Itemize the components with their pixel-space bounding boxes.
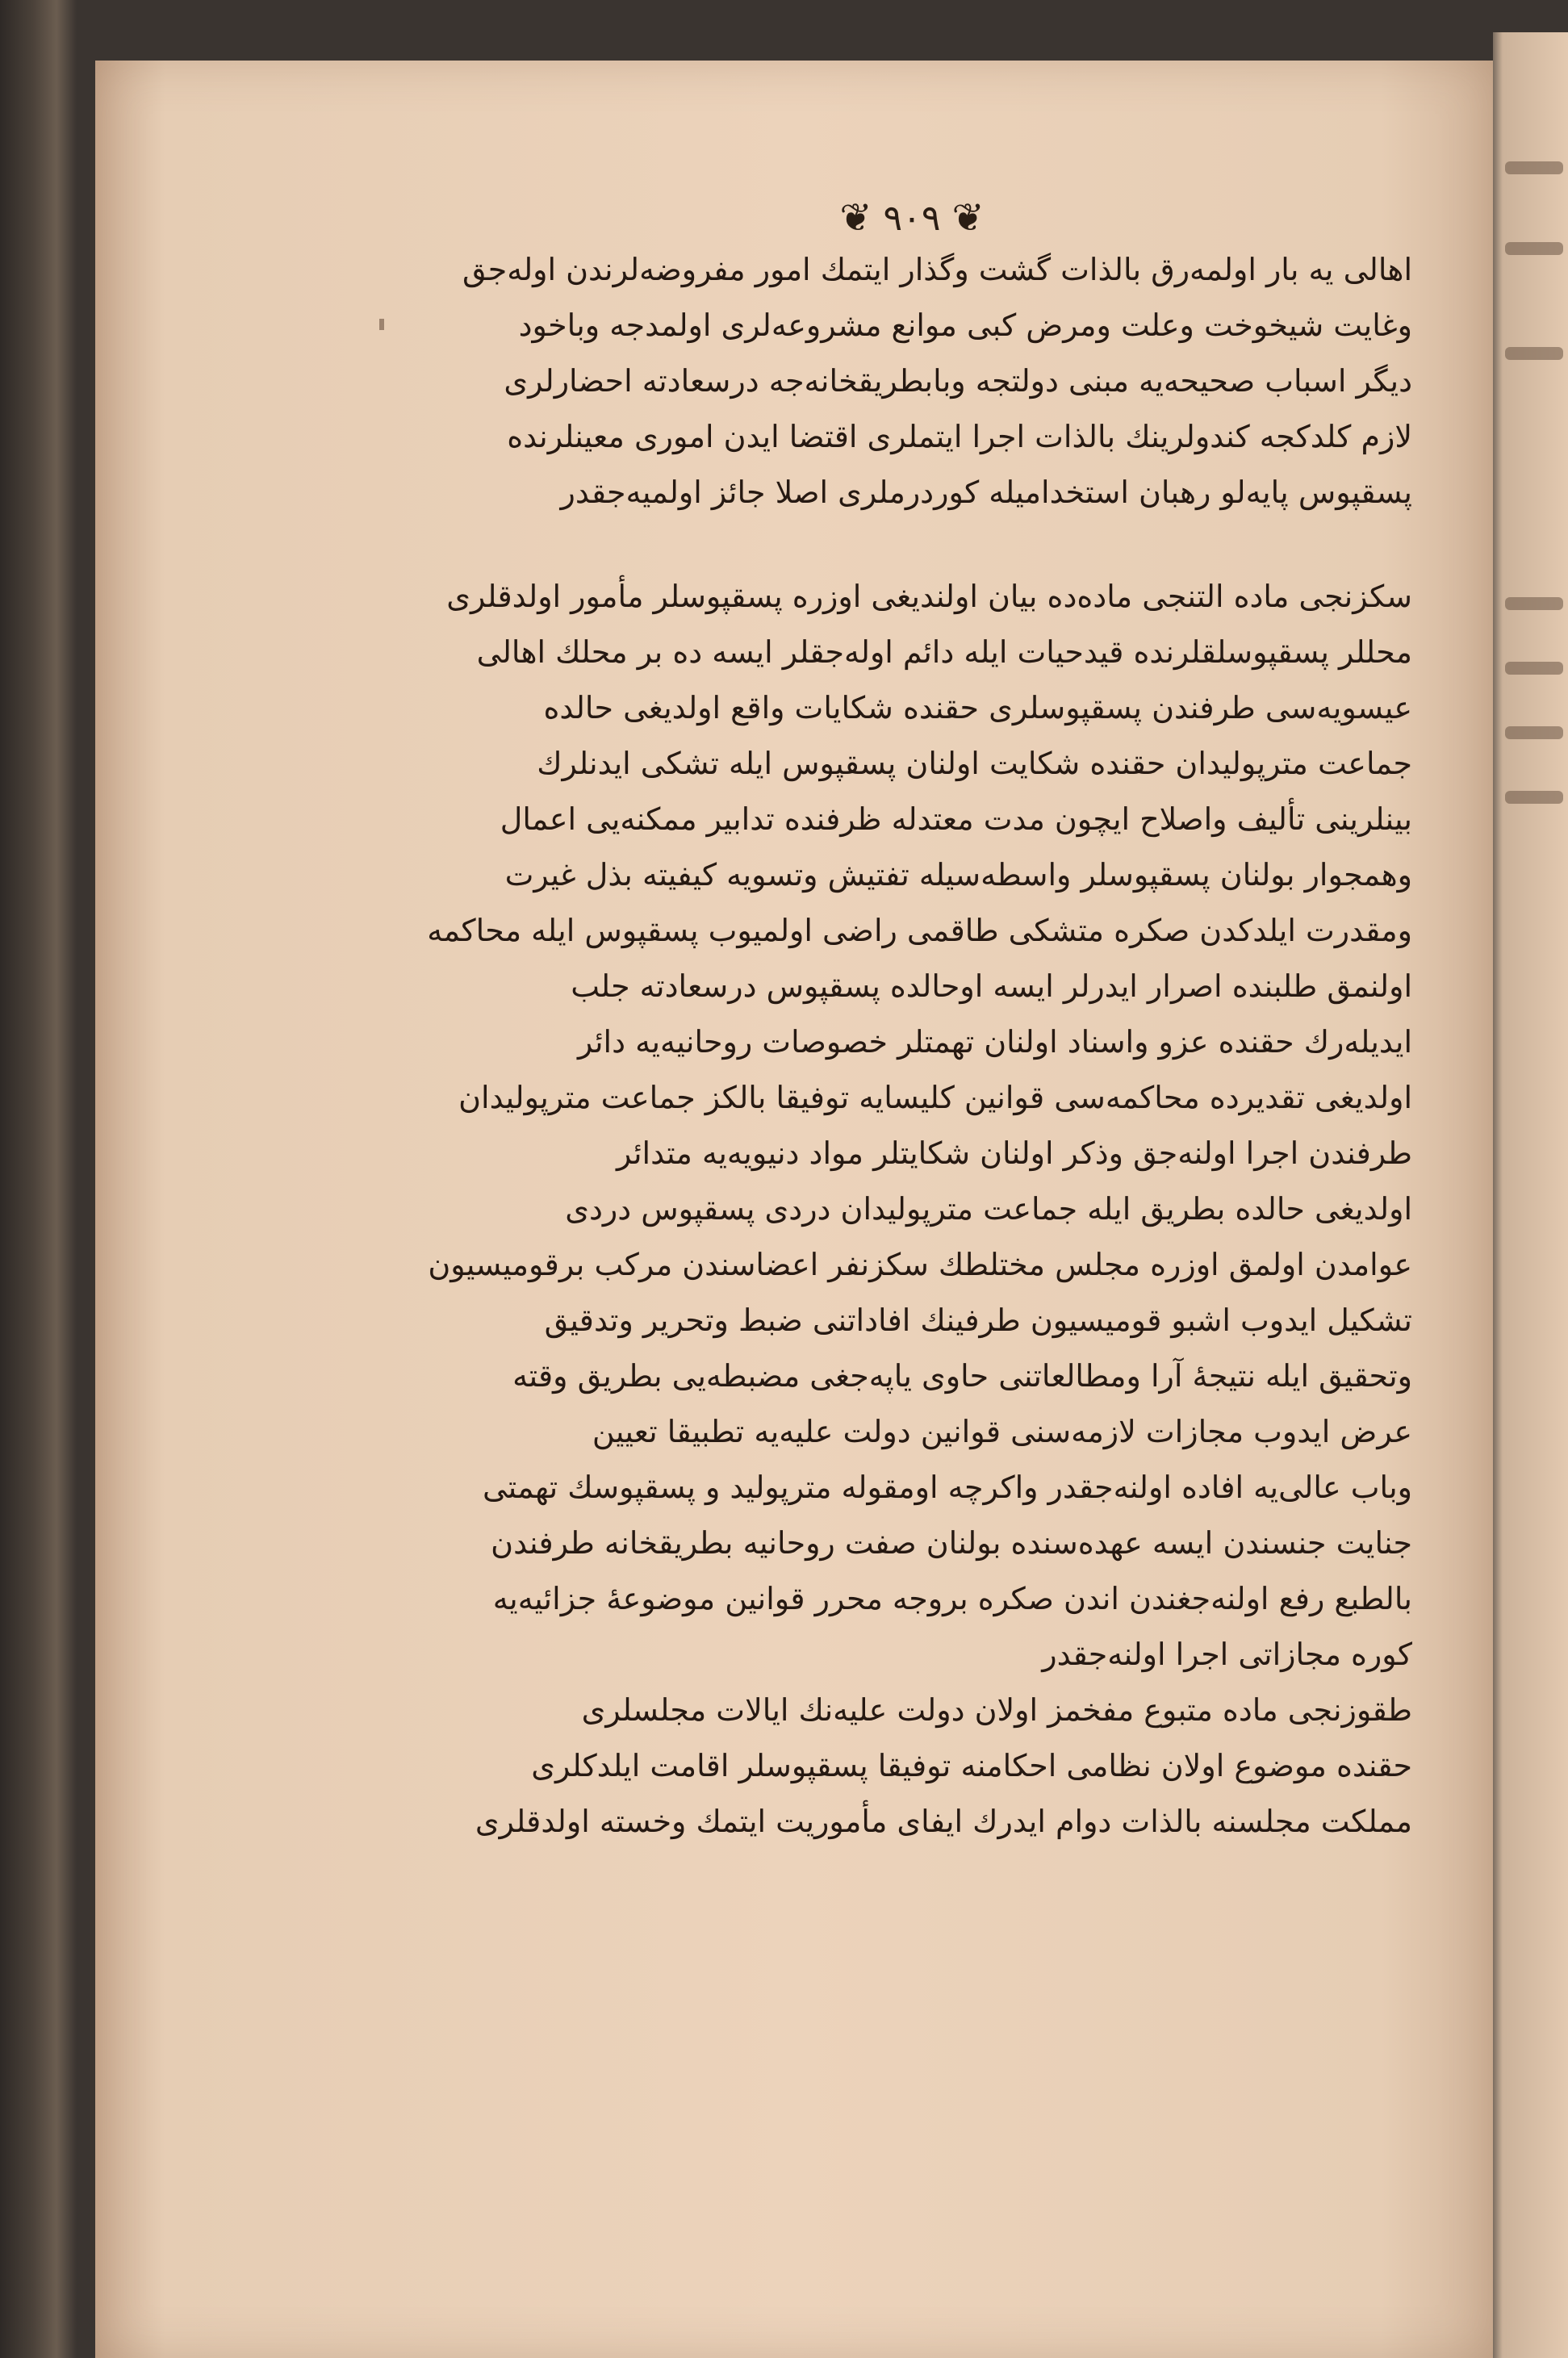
text-line: طقوزنجی ماده متبوع مفخمز اولان دولت علیه‌نك ایالات مجلسلری xyxy=(581,1692,1412,1728)
article-eight xyxy=(395,569,1412,1683)
text-line: جنایت جنسندن ایسه عهده‌سنده بولنان صفت روحانیه بطریقخانه طرفندن xyxy=(491,1525,1412,1561)
text-line: سکزنجی ماده التنجی ماده‌ده بیان اولندیغی اوزره پسقپوسلر مأمور اولدقلری xyxy=(446,579,1412,614)
text-line: عیسویه‌سی طرفندن پسقپوسلری حقنده شکایات واقع اولدیغی حالده xyxy=(543,690,1412,725)
text-line: طرفندن اجرا اولنه‌جق وذکر اولنان شکایتلر مواد دنیویه‌یه متدائر xyxy=(617,1135,1412,1171)
text-line: اهالی یه بار اولمه‌رق بالذات گشت وگذار ایتمك امور مفروضه‌لرندن اوله‌جق xyxy=(462,252,1412,287)
ornament-right-icon: ❦ xyxy=(839,195,872,240)
text-line: بالطبع رفع اولنه‌جغندن اندن صکره بروجه محرر قوانین موضوعهٔ جزائیه‌یه xyxy=(492,1581,1412,1616)
text-line: لازم کلدکجه کندولرینك بالذات اجرا ایتملری اقتضا ایدن اموری معینلرنده xyxy=(507,419,1412,454)
body-text xyxy=(395,242,1412,1850)
paragraph-continuation xyxy=(395,242,1412,521)
adjacent-page-edge xyxy=(1493,32,1568,2358)
ornament-left-icon: ❦ xyxy=(951,195,985,240)
text-line: جماعت مترپولیدان حقنده شکایت اولنان پسقپوس ایله تشکی ایدنلرك xyxy=(537,746,1412,781)
text-line: عوامدن اولمق اوزره مجلس مختلطك سکزنفر اعضاسندن مرکب برقومیسیون xyxy=(428,1247,1412,1282)
text-line: وتحقیق ایله نتیجهٔ آرا ومطالعاتنی حاوی یاپه‌جغی مضبطه‌یی بطریق وقته xyxy=(512,1358,1412,1394)
page-number-text: ٩٠٩ xyxy=(883,197,941,239)
article-nine xyxy=(395,1683,1412,1850)
text-line: پسقپوس پایه‌لو رهبان استخدامیله کوردرملری اصلا جائز اولمیه‌جقدر xyxy=(560,475,1412,510)
text-line: ومقدرت ایلدکدن صکره متشکی طاقمی راضی اولمیوب پسقپوس ایله محاکمه xyxy=(427,913,1412,948)
text-line: دیگر اسباب صحیحه‌یه مبنی دولتجه وبابطریقخانه‌جه درسعادته احضارلری xyxy=(504,363,1412,399)
text-line: وهمجوار بولنان پسقپوسلر واسطه‌سیله تفتیش وتسویه کیفیته بذل غیرت xyxy=(504,857,1412,893)
text-line: کوره مجازاتی اجرا اولنه‌جقدر xyxy=(1042,1637,1412,1672)
text-line: محللر پسقپوسلقلرنده قیدحیات ایله دائم اوله‌جقلر ایسه ده بر محلك اهالی xyxy=(476,634,1412,670)
text-line: تشکیل ایدوب اشبو قومیسیون طرفینك افاداتنی ضبط وتحریر وتدقیق xyxy=(544,1302,1412,1338)
text-line: اولنمق طلبنده اصرار ایدرلر ایسه اوحالده پسقپوس درسعادته جلب xyxy=(571,968,1412,1004)
margin-mark xyxy=(379,319,384,330)
text-line: اولدیغی تقدیرده محاکمه‌سی قوانین کلیسایه توفیقا بالکز جماعت مترپولیدان xyxy=(458,1080,1412,1115)
text-line: ایدیله‌رك حقنده عزو واسناد اولنان تهمتلر خصوصات روحانیه‌یه دائر xyxy=(577,1024,1412,1060)
text-line: مملکت مجلسنه بالذات دوام ایدرك ایفای مأموریت ایتمك وخسته اولدقلری xyxy=(475,1804,1412,1839)
page-number xyxy=(807,190,1017,246)
text-line: حقنده موضوع اولان نظامی احکامنه توفیقا پسقپوسلر اقامت ایلدکلری xyxy=(531,1748,1412,1783)
text-line: وغایت شیخوخت وعلت ومرض کبی موانع مشروعه‌لری اولمدجه وباخود xyxy=(518,307,1412,343)
text-line: اولدیغی حالده بطریق ایله جماعت مترپولیدان دردی پسقپوس دردی xyxy=(565,1191,1412,1227)
text-line: وباب عالی‌یه افاده اولنه‌جقدر واکرچه اومقوله مترپولید و پسقپوسك تهمتی xyxy=(482,1470,1412,1505)
text-line: بینلرینی تألیف واصلاح ایچون مدت معتدله ظرفنده تدابیر ممکنه‌یی اعمال xyxy=(500,801,1412,837)
text-line: عرض ایدوب مجازات لازمه‌سنی قوانین دولت علیه‌یه تطبیقا تعیین xyxy=(592,1414,1412,1449)
